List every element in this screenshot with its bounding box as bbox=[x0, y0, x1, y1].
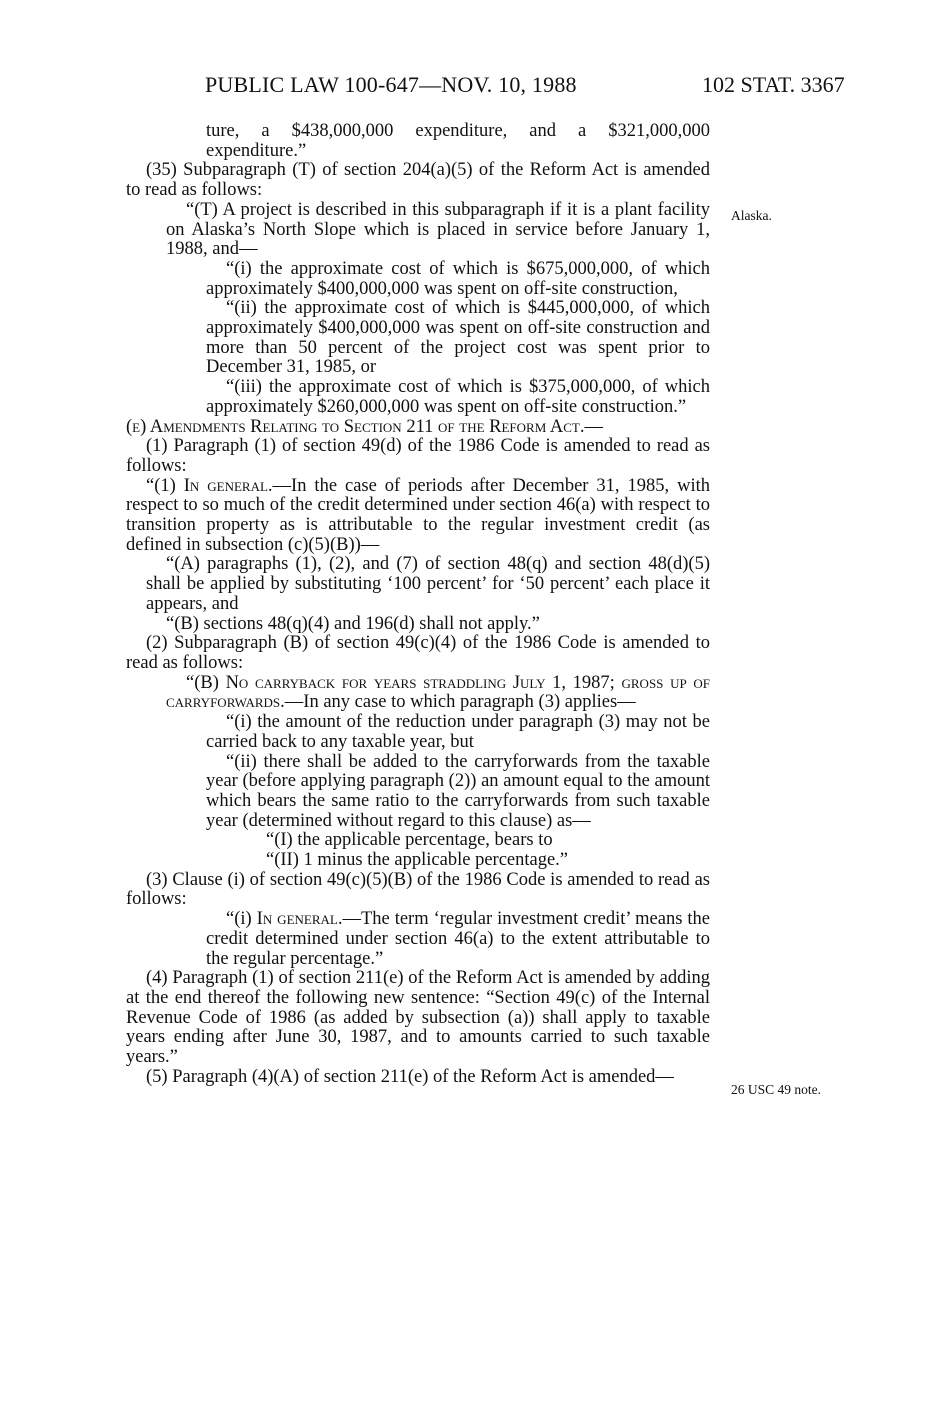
paragraph: “(i) the approximate cost of which is $675,000,000, of which approximately $400,000,000 was spent on off-site construction, bbox=[206, 258, 710, 299]
paragraph: “(A) paragraphs (1), (2), and (7) of section 48(q) and section 48(d)(5) shall be applied by substituting ‘100 percent’ for ‘50 percent’ each place it appears, and bbox=[146, 554, 710, 614]
statute-body bbox=[126, 122, 710, 1087]
paragraph bbox=[126, 477, 710, 556]
paragraph: “(II) 1 minus the applicable percentage.” bbox=[266, 850, 569, 871]
paragraph: “(ii) there shall be added to the carryforwards from the taxable year (before applying paragraph (2)) an amount equal to the amount which bears the same ratio to the carryforwards from such taxable year (determined without regard to this clause) as— bbox=[206, 751, 710, 831]
paragraph-lead: No carryback for years straddling July 1, 1987; gross up of carryforwards. bbox=[166, 672, 710, 713]
paragraph-prefix: “(B) bbox=[186, 672, 226, 693]
running-header: PUBLIC LAW 100-647—NOV. 10, 1988 bbox=[205, 72, 577, 97]
paragraph bbox=[126, 674, 710, 713]
margin-note-usc: 26 USC 49 note. bbox=[731, 1082, 822, 1097]
paragraph-text: —In any case to which paragraph (3) applies— bbox=[284, 692, 636, 713]
paragraph: (3) Clause (i) of section 49(c)(5)(B) of the 1986 Code is amended to read as follows: bbox=[126, 869, 710, 910]
section-heading bbox=[126, 418, 710, 438]
paragraph: (35) Subparagraph (T) of section 204(a)(5) of the Reform Act is amended to read as follows: bbox=[126, 160, 710, 201]
paragraph: “(ii) the approximate cost of which is $445,000,000, of which approximately $400,000,000 was spent on off-site construction and more than 50 percent of the project cost was spent prior to December 31, 1985, or bbox=[206, 298, 710, 378]
paragraph: (4) Paragraph (1) of section 211(e) of the Reform Act is amended by adding at the end thereof the following new sentence: “Section 49(c) of the Internal Revenue Code of 1986 (as added by subsection (a)) shall apply to taxable years ending after June 30, 1987, and to amounts carried to such taxable years.” bbox=[126, 968, 710, 1068]
paragraph: “(i) the amount of the reduction under paragraph (3) may not be carried back to any taxable year, but bbox=[206, 712, 710, 752]
paragraph bbox=[126, 910, 710, 969]
paragraph-text: —In the case of periods after December 31, 1985, with respect to so much of the credit determined under section 46(a) with respect to transition property as is attributable to the regular investment credit (as defined in subsection (c)(5)(B))— bbox=[126, 475, 710, 555]
paragraph-lead: “(1) In general. bbox=[146, 475, 273, 496]
paragraph: “(iii) the approximate cost of which is $375,000,000, of which approximately $260,000,000 was spent on off-site construction.” bbox=[206, 377, 710, 417]
paragraph: “(T) A project is described in this subparagraph if it is a plant facility on Alaska’s North Slope which is placed in service before January 1, 1988, and— bbox=[166, 199, 710, 260]
page-citation: 102 STAT. 3367 bbox=[702, 72, 845, 97]
paragraph: (1) Paragraph (1) of section 49(d) of the 1986 Code is amended to read as follows: bbox=[126, 436, 710, 476]
paragraph: ture, a $438,000,000 expenditure, and a $321,000,000 expenditure.” bbox=[206, 121, 710, 161]
section-heading-text: (e) Amendments Relating to Section 211 of the Reform Act.— bbox=[126, 416, 603, 437]
margin-note-alaska: Alaska. bbox=[731, 208, 772, 223]
paragraph: “(B) sections 48(q)(4) and 196(d) shall not apply.” bbox=[166, 613, 540, 634]
paragraph-prefix: “(i) bbox=[226, 909, 257, 930]
paragraph: (2) Subparagraph (B) of section 49(c)(4) of the 1986 Code is amended to read as follows: bbox=[126, 633, 710, 673]
paragraph-lead: In general. bbox=[256, 909, 343, 930]
paragraph-text: —The term ‘regular investment credit’ means the credit determined under section 46(a) to the extent attributable to the regular percentage.” bbox=[206, 909, 710, 969]
paragraph: (5) Paragraph (4)(A) of section 211(e) of the Reform Act is amended— bbox=[146, 1066, 674, 1087]
paragraph: “(I) the applicable percentage, bears to bbox=[266, 830, 553, 851]
